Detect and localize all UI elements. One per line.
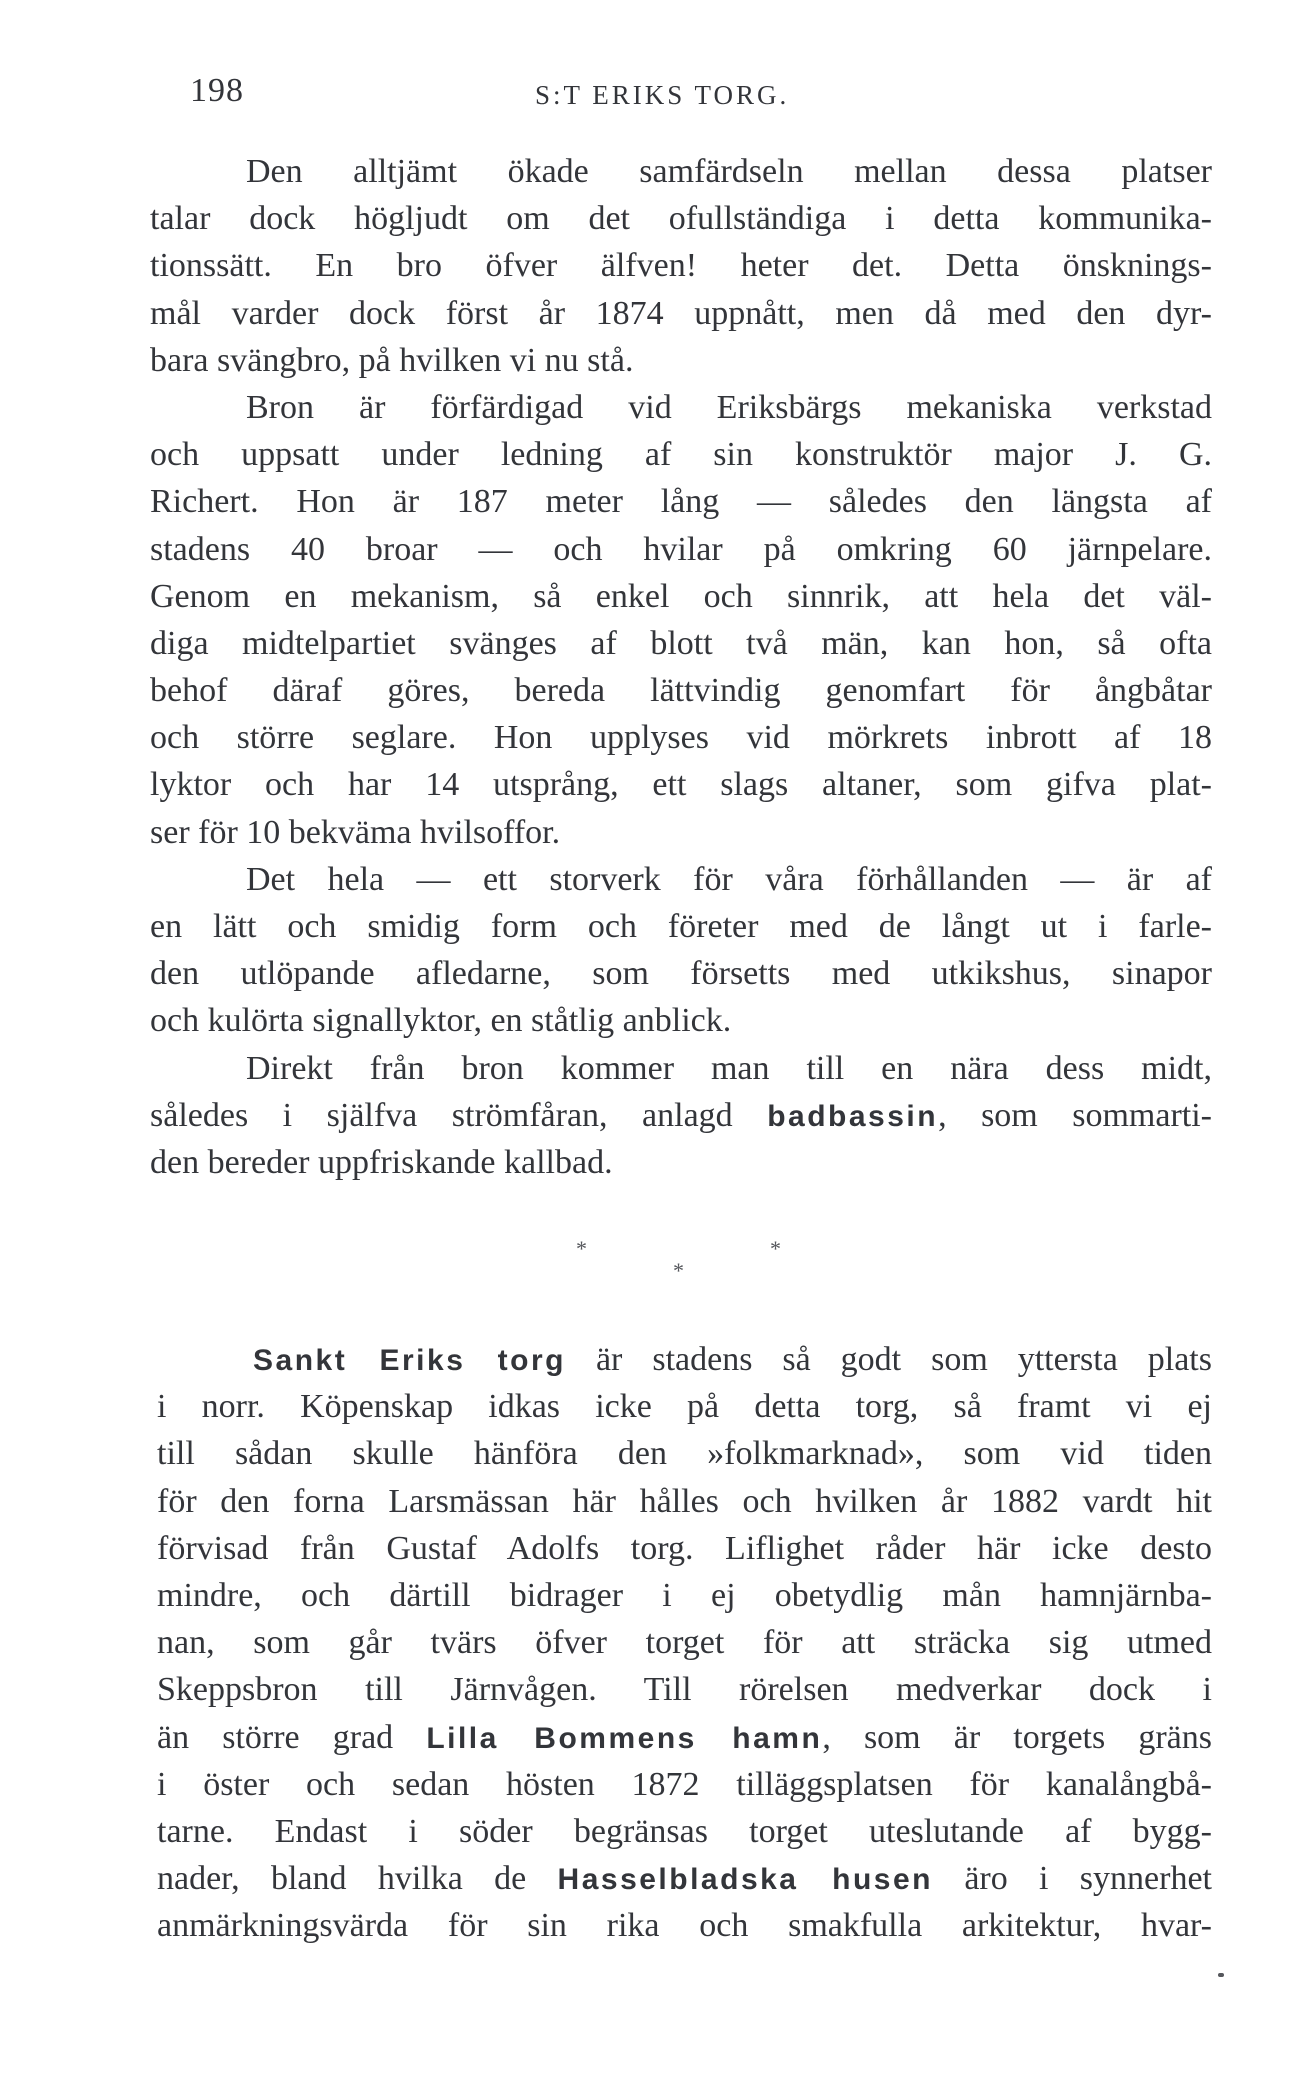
text-line: nan, som går tvärs öfver torget för att sträcka sig utmed bbox=[157, 1624, 1212, 1662]
text-line: och uppsatt under ledning af sin konstruktör major J. G. bbox=[150, 436, 1212, 474]
running-head bbox=[190, 72, 1220, 122]
text-line: bara svängbro, på hvilken vi nu stå. bbox=[150, 341, 634, 379]
ink-speck bbox=[1218, 1973, 1224, 1977]
text-line: Det hela — ett storverk för våra förhållanden — är af bbox=[246, 860, 1212, 898]
text-line: talar dock högljudt om det ofullständiga i detta kommunika- bbox=[150, 200, 1212, 238]
text-line: för den forna Larsmässan här hålles och hvilken år 1882 vardt hit bbox=[157, 1482, 1212, 1520]
text-line: till sådan skulle hänföra den »folkmarknad», som vid tiden bbox=[157, 1435, 1212, 1473]
text-fragment: äro i synnerhet bbox=[933, 1860, 1212, 1898]
paragraph-block-bridge bbox=[150, 148, 1212, 1186]
page-number: 198 bbox=[190, 72, 244, 109]
paragraph-block-square bbox=[157, 1336, 1212, 1949]
text-line: tionssätt. En bro öfver älfven! heter det. Detta önsknings- bbox=[150, 247, 1212, 285]
text-line: lyktor och har 14 utsprång, ett slags altaner, som gifva plat- bbox=[150, 766, 1212, 804]
text-line bbox=[157, 1714, 1212, 1761]
text-line: en lätt och smidig form och företer med de långt ut i farle- bbox=[150, 908, 1212, 945]
text-line: ser för 10 bekväma hvilsoffor. bbox=[150, 813, 561, 851]
bold-term-sankt-eriks-torg: Sankt Eriks torg bbox=[253, 1344, 566, 1377]
text-line: Direkt från bron kommer man till en nära dess midt, bbox=[246, 1049, 1212, 1087]
text-fragment: är stadens så godt som yttersta plats bbox=[566, 1341, 1212, 1378]
text-line: stadens 40 broar — och hvilar på omkring 60 järnpelare. bbox=[150, 530, 1212, 568]
text-line bbox=[150, 1092, 1212, 1139]
text-fragment: således i själfva strömfåran, anlagd bbox=[150, 1096, 768, 1134]
running-title: S:T ERIKS TORG. bbox=[535, 80, 790, 110]
text-line: i norr. Köpenskap idkas icke på detta torg, så framt vi ej bbox=[157, 1388, 1212, 1426]
bold-term-badbassin: badbassin bbox=[767, 1099, 939, 1133]
asterism-star: * bbox=[673, 1258, 684, 1283]
text-line: Richert. Hon är 187 meter lång — således den längsta af bbox=[150, 483, 1212, 521]
text-fragment: nader, bland hvilka de bbox=[157, 1860, 558, 1898]
text-fragment: än större grad bbox=[157, 1718, 427, 1756]
text-line: och större seglare. Hon upplyses vid mörkrets inbrott af 18 bbox=[150, 719, 1212, 757]
asterism-star: * bbox=[770, 1236, 781, 1261]
text-line: Bron är förfärdigad vid Eriksbärgs mekaniska verkstad bbox=[246, 388, 1212, 426]
text-line: Genom en mekanism, så enkel och sinnrik, att hela det väl- bbox=[150, 577, 1212, 615]
text-line: behof däraf göres, bereda lättvindig genomfart för ångbåtar bbox=[150, 672, 1212, 710]
text-line: den utlöpande afledarne, som försetts med utkikshus, sinapor bbox=[150, 955, 1212, 993]
text-line: och kulörta signallyktor, en ståtlig anblick. bbox=[150, 1002, 732, 1040]
text-line: tarne. Endast i söder begränsas torget uteslutande af bygg- bbox=[157, 1812, 1212, 1850]
text-line: i öster och sedan hösten 1872 tilläggsplatsen för kanalångbå- bbox=[157, 1765, 1212, 1803]
text-line bbox=[157, 1336, 1212, 1383]
text-fragment: , som är torgets gräns bbox=[822, 1718, 1212, 1756]
text-line: den bereder uppfriskande kallbad. bbox=[150, 1143, 613, 1181]
bold-term-lilla-bommens-hamn: Lilla Bommens hamn bbox=[426, 1721, 823, 1755]
text-line: Den alltjämt ökade samfärdseln mellan dessa platser bbox=[246, 153, 1212, 190]
bold-term-hasselbladska-husen: Hasselbladska husen bbox=[557, 1863, 933, 1897]
text-line: Skeppsbron till Järnvågen. Till rörelsen medverkar dock i bbox=[157, 1671, 1212, 1709]
text-line bbox=[157, 1855, 1212, 1902]
text-fragment: , som sommarti- bbox=[938, 1096, 1213, 1134]
text-line: anmärkningsvärda för sin rika och smakfulla arkitektur, hvar- bbox=[157, 1907, 1212, 1945]
text-line: diga midtelpartiet svänges af blott två män, kan hon, så ofta bbox=[150, 624, 1212, 662]
text-line: mål varder dock först år 1874 uppnått, men då med den dyr- bbox=[150, 294, 1212, 332]
text-line: förvisad från Gustaf Adolfs torg. Liflighet råder här icke desto bbox=[157, 1529, 1212, 1567]
asterism-star: * bbox=[576, 1236, 587, 1261]
text-line: mindre, och därtill bidrager i ej obetydlig mån hamnjärnba- bbox=[157, 1576, 1212, 1614]
